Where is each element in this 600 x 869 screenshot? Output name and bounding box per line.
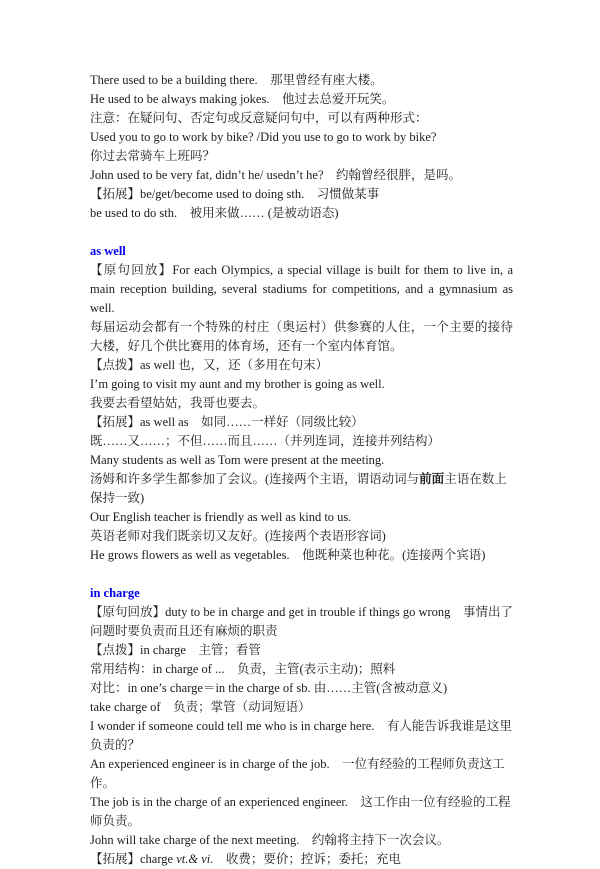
section-as-well (90, 242, 513, 565)
comparison-line: 对比：in one’s charge＝in the charge of sb. 由……主管(含被动意义) (90, 681, 448, 695)
translation-paragraph: 每届运动会都有一个特殊的村庄（奥运村）供参赛的人住，一个主要的接待大楼，好几个供比赛用的体育场，还有一个室内体育馆。 (90, 320, 513, 353)
sentence-translation: 我要去看望姑姑，我哥也要去。 (90, 396, 266, 410)
tip-line: 【点拨】as well 也，又，还（多用在句末） (90, 358, 329, 372)
expansion-line: 【拓展】be/get/become used to doing sth. 习惯做某事 (90, 187, 380, 201)
sentence-translation: 你过去常骑车上班吗？ (90, 149, 216, 163)
sentence-example: An experienced engineer is in charge of the job. 一位有经验的工程师负责这工作。 (90, 757, 505, 790)
sentence-example: Our English teacher is friendly as well as kind to us. (90, 510, 352, 524)
section-used-to (90, 71, 513, 223)
translation-text: 主语在数上保持一致) (90, 472, 507, 505)
expansion-text: 收费；要价；控诉；委托；充电 (213, 852, 401, 866)
sentence-example: John will take charge of the next meeting. 约翰将主持下一次会议。 (90, 833, 450, 847)
sentence-example: I wonder if someone could tell me who is in charge here. 有人能告诉我谁是这里负责的？ (90, 719, 512, 752)
comparison-line-indented: take charge of 负责；掌管（动词短语） (90, 700, 311, 714)
expansion-line (90, 850, 513, 869)
expansion-line-indented: be used to do sth. 被用来做…… (是被动语态) (90, 206, 339, 220)
sentence-example: The job is in the charge of an experienced engineer. 这工作由一位有经验的工程师负责。 (90, 795, 511, 828)
document-content (90, 71, 513, 869)
section-header-as-well: as well (90, 244, 126, 258)
expansion-text: 【拓展】charge (90, 852, 177, 866)
expansion-line: 【拓展】as well as 如同……一样好（同级比较） (90, 415, 364, 429)
sentence-translation: 英语老师对我们既亲切又友好。(连接两个表语形容词) (90, 529, 386, 543)
tip-line: 【点拨】in charge 主管；看管 (90, 643, 261, 657)
emphasis-bold: 前面 (419, 472, 445, 486)
note-line: 注意：在疑问句、否定句或反意疑问句中，可以有两种形式： (90, 111, 428, 125)
sentence-example: Used you to go to work by bike? /Did you use to go to work by bike? (90, 130, 437, 144)
abbreviation-italic: vt.& vi. (176, 852, 214, 866)
section-in-charge (90, 584, 513, 869)
section-header-in-charge: in charge (90, 586, 140, 600)
sentence-translation (90, 470, 513, 508)
translation-text: 汤姆和许多学生都参加了会议。(连接两个主语，谓语动词与 (90, 472, 420, 486)
sentence-example: He grows flowers as well as vegetables. 他既种菜也种花。(连接两个宾语) (90, 548, 486, 562)
original-sentence-paragraph: 【原句回放】duty to be in charge and get in trouble if things go wrong 事情出了问题时要负责而且还有麻烦的职责 (90, 605, 513, 638)
sentence-example: Many students as well as Tom were present at the meeting. (90, 453, 385, 467)
sentence-example: I’m going to visit my aunt and my brother is going as well. (90, 377, 385, 391)
sentence-example: John used to be very fat, didn’t he/ usedn’t he? 约翰曾经很胖，是吗。 (90, 168, 462, 182)
usage-line: 常用结构：in charge of ... 负责，主管(表示主动)；照料 (90, 662, 396, 676)
original-sentence-paragraph: 【原句回放】For each Olympics, a special village is built for them to live in, a main reception building, several stadiums for competitions, and a gymnasium as well. (90, 263, 513, 315)
expansion-line-indented: 既……又……；不但……而且……（并列连词，连接并列结构） (90, 434, 441, 448)
sentence-example: He used to be always making jokes. 他过去总爱开玩笑。 (90, 92, 395, 106)
sentence-example: There used to be a building there. 那里曾经有座大楼。 (90, 73, 383, 87)
